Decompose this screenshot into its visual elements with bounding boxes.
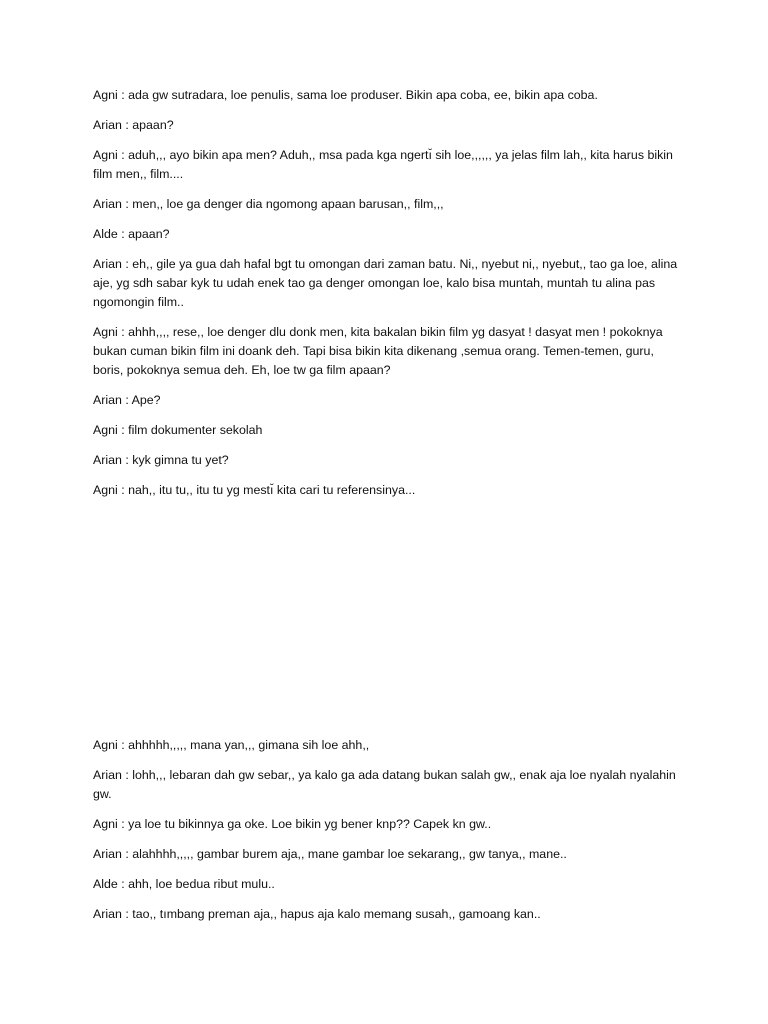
dialogue-line: Alde : ahh, loe bedua ribut mulu.. [93,877,275,891]
dialogue-line: Arian : eh,, gile ya gua dah hafal bgt tu omongan dari zaman batu. Ni,, nyebut ni,, nyebut,, tao ga loe, alina aje, yg sdh sabar kyk tu udah enek tao ga denger omongan loe, kalo bisa muntah, muntah tu alina pas ngomongin film.. [93,257,678,309]
dialogue-line: Arian : apaan? [93,118,174,132]
dialogue-line: Agni : ada gw sutradara, loe penulis, sama loe produser. Bikin apa coba, ee, bikin apa coba. [93,88,598,102]
dialogue-line: Arian : kyk gimna tu yet? [93,453,229,467]
dialogue-line: Arian : tao,, tımbang preman aja,, hapus aja kalo memang susah,, gamoang kan.. [93,907,541,921]
dialogue-line: Agni : nah,, itu tu,, itu tu yg mestı̆ kita cari tu referensinya... [93,483,416,497]
dialogue-line: Agni : film dokumenter sekolah [93,423,263,437]
dialogue-line: Arian : Ape? [93,393,161,407]
dialogue-line: Agni : ahhhhh,,,,, mana yan,,, gimana sih loe ahh,, [93,738,370,752]
dialogue-line: Agni : aduh,,, ayo bikin apa men? Aduh,, msa pada kga ngertı̆ sih loe,,,,,, ya jelas film lah,, kita harus bikin film men,, film.... [93,148,673,181]
dialogue-line: Alde : apaan? [93,227,170,241]
dialogue-section-1 [93,86,683,511]
dialogue-line: Arian : lohh,,, lebaran dah gw sebar,, ya kalo ga ada datang bukan salah gw,, enak aja loe nyalah nyalahin gw. [93,768,676,801]
dialogue-line: Agni : ya loe tu bikinnya ga oke. Loe bikin yg bener knp?? Capek kn gw.. [93,817,492,831]
dialogue-line: Agni : ahhh,,,, rese,, loe denger dlu donk men, kita bakalan bikin film yg dasyat ! dasyat men ! pokoknya bukan cuman bikin film ini doank deh. Tapi bisa bikin kita dikenang ,semua orang. Temen-temen, guru, boris, pokoknya semua deh. Eh, loe tw ga film apaan? [93,325,663,377]
dialogue-line: Arian : men,, loe ga denger dia ngomong apaan barusan,, film,,, [93,197,444,211]
dialogue-line: Arian : alahhhh,,,,, gambar burem aja,, mane gambar loe sekarang,, gw tanya,, mane.. [93,847,567,861]
dialogue-section-2 [93,736,683,935]
